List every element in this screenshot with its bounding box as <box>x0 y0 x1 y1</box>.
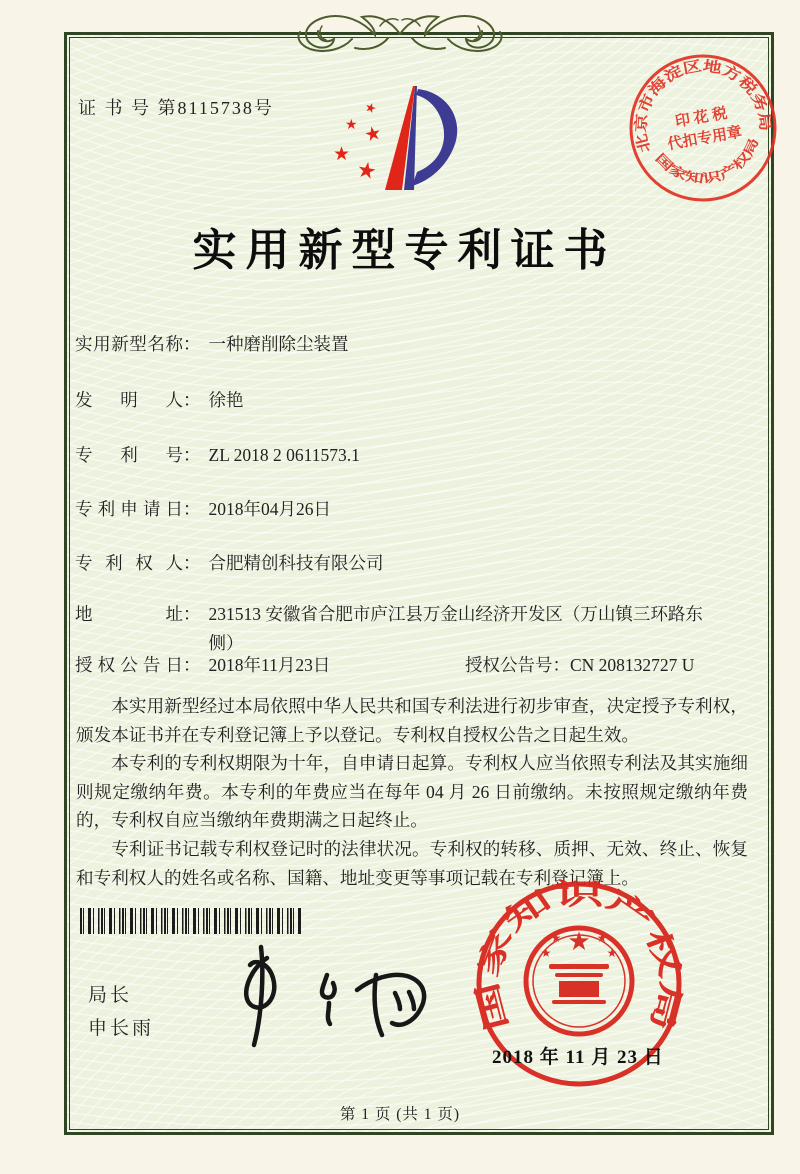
legal-paragraph-3: 专利证书记载专利权登记时的法律状况。专利权的转移、质押、无效、终止、恢复和专利权人的姓名或名称、国籍、地址变更等事项记载在专利登记簿上。 <box>76 838 748 888</box>
field-value: 徐艳 <box>208 390 244 410</box>
colon: ： <box>552 655 570 675</box>
svg-text:★: ★ <box>550 931 562 945</box>
colon: ： <box>183 553 201 573</box>
certificate-title: 实用新型专利证书 <box>192 226 617 275</box>
field-value: 合肥精创科技有限公司 <box>208 553 384 573</box>
field-row-patentee <box>75 549 751 578</box>
emblem-big-star: ★ <box>567 927 591 956</box>
svg-text:★: ★ <box>362 122 384 147</box>
seal-date: 2018 年 11 月 23 日 <box>492 1047 664 1068</box>
certificate-number: 证 书 号 第8115738号 <box>78 98 274 118</box>
svg-text:★: ★ <box>362 98 379 117</box>
legal-text-block <box>76 692 748 892</box>
cnipa-logo <box>333 84 463 196</box>
tax-stamp-center-line2: 代扣专用章 <box>666 124 744 154</box>
grant-number-value: CN 208132727 U <box>570 655 695 675</box>
director-name: 申长雨 <box>88 1018 155 1039</box>
field-label: 专利权人 <box>75 553 183 573</box>
field-value: 2018年11月23日 <box>208 655 331 675</box>
director-signature <box>205 942 445 1052</box>
field-label: 专利号 <box>75 445 183 465</box>
logo-stars <box>333 99 384 185</box>
barcode <box>80 908 302 934</box>
field-row-patent-number <box>75 441 751 470</box>
legal-paragraph-1: 本实用新型经过本局依照中华人民共和国专利法进行初步审查，决定授予专利权，颁发本证书并在专利登记簿上予以登记。专利权自授权公告之日起生效。 <box>76 696 748 745</box>
tax-stamp-arc-bottom: 国家知识产权局 <box>652 141 760 187</box>
field-value: ZL 2018 2 0611573.1 <box>208 445 360 465</box>
svg-text:★: ★ <box>606 946 618 960</box>
svg-text:★: ★ <box>333 144 351 165</box>
field-label: 实用新型名称 <box>75 334 183 354</box>
seal-arc-text: 国家知识产权局 <box>472 878 687 1034</box>
svg-text:国家知识产权局 <box>470 878 687 1034</box>
page-number-footer: 第 1 页 (共 1 页) <box>339 1106 461 1123</box>
field-row-address <box>75 600 751 658</box>
field-label: 授权公告日 <box>75 655 183 675</box>
colon: ： <box>183 390 201 410</box>
logo-p-curve <box>412 89 457 186</box>
svg-text:★: ★ <box>596 931 608 945</box>
field-value: 一种磨削除尘装置 <box>208 334 349 354</box>
national-emblem <box>526 927 632 1034</box>
svg-text:★: ★ <box>345 118 358 133</box>
field-value: 231513 安徽省合肥市庐江县万金山经济开发区（万山镇三环路东侧） <box>208 604 703 653</box>
svg-text:★: ★ <box>540 946 552 960</box>
field-label: 发明人 <box>75 390 183 410</box>
colon: ： <box>183 604 201 624</box>
colon: ： <box>183 334 201 354</box>
field-row-grant-date <box>75 651 751 680</box>
grant-number-group <box>465 651 694 680</box>
svg-text:★: ★ <box>354 156 379 185</box>
field-value: 2018年04月26日 <box>208 499 331 519</box>
top-flourish-ornament <box>252 4 548 58</box>
colon: ： <box>183 445 201 465</box>
grant-number-label: 授权公告号 <box>465 655 553 675</box>
tax-stamp <box>613 38 794 219</box>
colon: ： <box>183 655 201 675</box>
field-label: 专利申请日 <box>75 499 183 519</box>
legal-paragraph-2: 本专利的专利权期限为十年，自申请日起算。专利权人应当依照专利法及其实施细则规定缴纳年费。本专利的年费应当在每年 04 月 26 日前缴纳。未按照规定缴纳年费的，专利权自应当缴纳年费期满之日起终止。 <box>76 753 748 831</box>
tax-stamp-arc-top: 北京市海淀区地方税务局 <box>633 58 773 154</box>
tax-stamp-center-line1: 印 花 税 <box>674 105 729 131</box>
colon: ： <box>183 499 201 519</box>
field-row-inventor <box>75 386 751 415</box>
field-row-name <box>75 330 751 359</box>
director-title-label: 局长 <box>88 985 133 1006</box>
field-row-filing-date <box>75 495 751 524</box>
field-label: 地址 <box>75 604 183 624</box>
